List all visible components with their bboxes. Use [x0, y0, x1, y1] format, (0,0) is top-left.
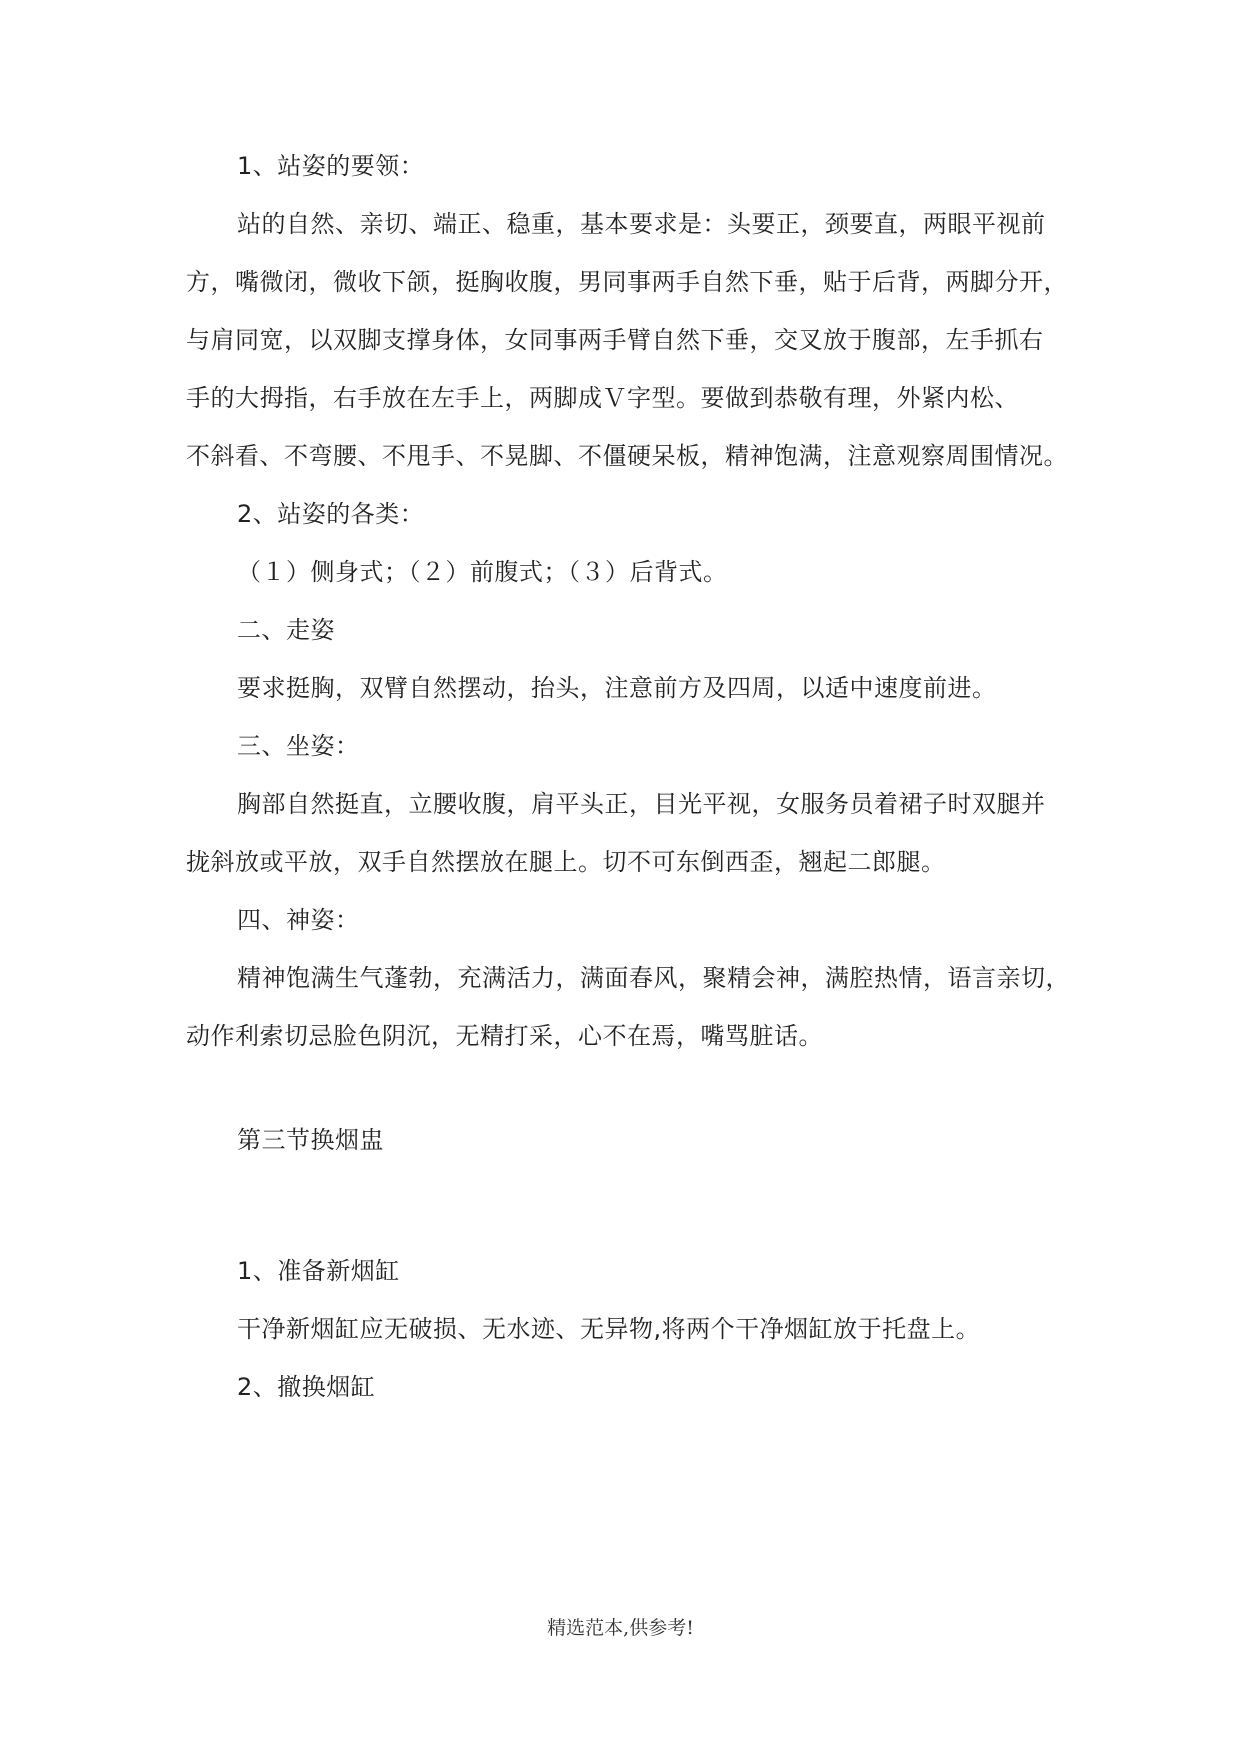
section-title: 第三节换烟盅 — [237, 1126, 384, 1154]
paragraph-line: 干净新烟缸应无破损、无水迹、无异物,将两个干净烟缸放于托盘上。 — [237, 1315, 981, 1343]
paragraph-line: 手的大拇指，右手放在左手上，两脚成Ｖ字型。要做到恭敬有理，外紧内松、 — [186, 384, 1019, 412]
heading-replace-ashtray: 2、撤换烟缸 — [237, 1373, 376, 1401]
page-footer: 精选范本,供参考! — [547, 1617, 694, 1639]
paragraph-line: 与肩同宽，以双脚支撑身体，女同事两手臂自然下垂，交叉放于腹部，左手抓右 — [186, 326, 1044, 354]
heading-demeanor: 四、神姿： — [237, 906, 360, 934]
heading-prepare-ashtray: 1、准备新烟缸 — [237, 1257, 400, 1285]
paragraph-line: 拢斜放或平放，双手自然摆放在腿上。切不可东倒西歪，翘起二郎腿。 — [186, 848, 946, 876]
paragraph-line: 精神饱满生气蓬勃，充满活力，满面春风，聚精会神，满腔热情，语言亲切， — [237, 964, 1070, 992]
heading-walking: 二、走姿 — [237, 616, 335, 644]
paragraph-line: 站的自然、亲切、端正、稳重，基本要求是：头要正，颈要直，两眼平视前 — [237, 210, 1046, 238]
heading-standing-types: 2、站姿的各类： — [237, 500, 425, 528]
paragraph-line: 要求挺胸，双臂自然摆动，抬头，注意前方及四周，以适中速度前进。 — [237, 674, 997, 702]
paragraph-line: （１）侧身式；（２）前腹式；（３）后背式。 — [237, 558, 728, 586]
paragraph-line: 不斜看、不弯腰、不甩手、不晃脚、不僵硬呆板，精神饱满，注意观察周围情况。 — [186, 442, 1068, 470]
paragraph-line: 方，嘴微闭，微收下颌，挺胸收腹，男同事两手自然下垂，贴于后背，两脚分开， — [186, 268, 1068, 296]
paragraph-line: 动作利索切忌脸色阴沉，无精打采，心不在焉，嘴骂脏话。 — [186, 1022, 823, 1050]
heading-standing-essentials: 1、站姿的要领： — [237, 152, 425, 180]
paragraph-line: 胸部自然挺直，立腰收腹，肩平头正，目光平视，女服务员着裙子时双腿并 — [237, 790, 1046, 818]
heading-sitting: 三、坐姿： — [237, 732, 360, 760]
